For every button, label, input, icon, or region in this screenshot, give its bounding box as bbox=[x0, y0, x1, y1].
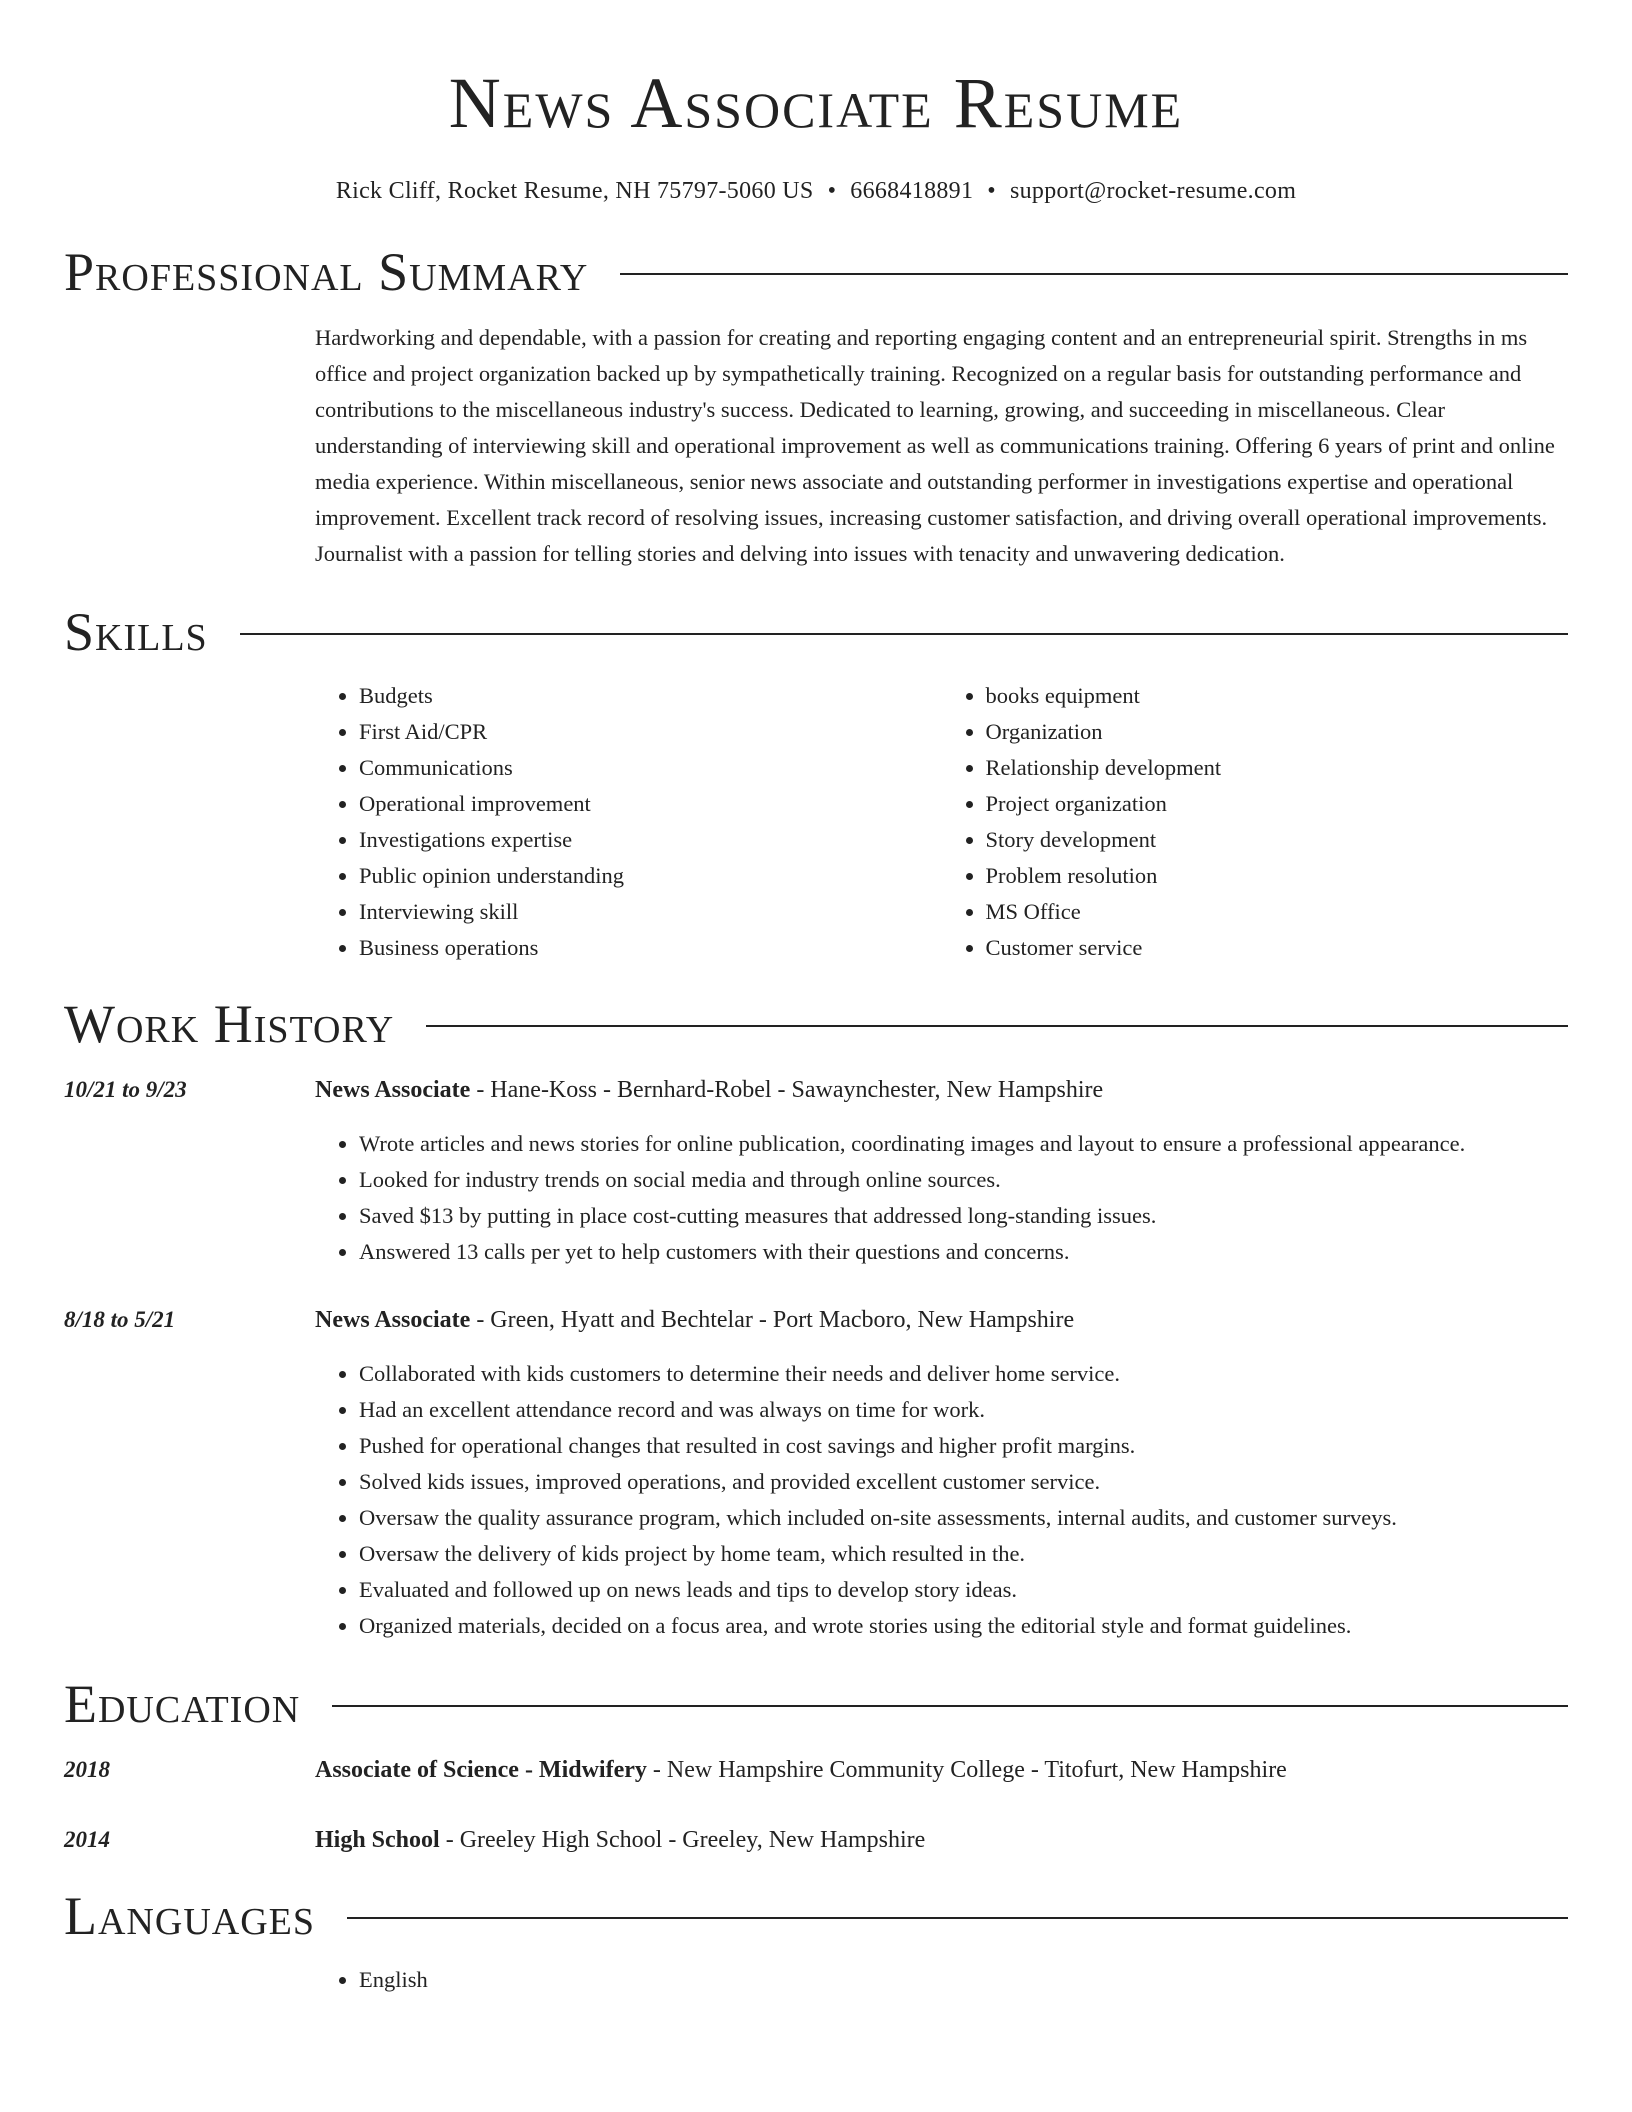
section-summary-heading bbox=[64, 240, 1568, 304]
skill-item: • Public opinion understanding bbox=[359, 858, 942, 894]
contact-separator: • bbox=[827, 178, 837, 204]
job-entry bbox=[64, 1072, 1568, 1270]
education-details: - Greeley High School - Greeley, New Hampshire bbox=[439, 1827, 926, 1853]
education-year: 2014 bbox=[64, 1827, 110, 1852]
skills-list-right bbox=[942, 678, 1569, 966]
job-bullet: • Looked for industry trends on social media and through online sources. bbox=[359, 1162, 1568, 1198]
resume-title: News Associate Resume bbox=[448, 63, 1184, 143]
section-title: Professional Summary bbox=[64, 242, 589, 302]
job-bullet: • Had an excellent attendance record and was always on time for work. bbox=[359, 1392, 1568, 1428]
education-heading bbox=[315, 1822, 1568, 1858]
job-bullet: • Pushed for operational changes that resulted in cost savings and higher profit margins. bbox=[359, 1428, 1568, 1464]
contact-email[interactable]: support@rocket-resume.com bbox=[1009, 178, 1297, 204]
education-year: 2018 bbox=[64, 1757, 110, 1782]
job-bullet: • Solved kids issues, improved operations, and provided excellent customer service. bbox=[359, 1464, 1568, 1500]
section-divider bbox=[240, 633, 1568, 635]
education-entry bbox=[64, 1752, 1568, 1788]
job-heading bbox=[315, 1302, 1568, 1338]
job-details: - Hane-Koss - Bernhard-Robel - Sawaynchester, New Hampshire bbox=[470, 1077, 1104, 1103]
summary-text: Hardworking and dependable, with a passion for creating and reporting engaging content and an entrepreneurial spirit. Strengths in ms office and project organization backed up by sympathetically training. Recognized on a regular basis for outstanding performance and contributions to the miscellaneous industry's success. Dedicated to learning, growing, and succeeding in miscellaneous. Clear understanding of interviewing skill and operational improvement as well as communications training. Offering 6 years of print and online media experience. Within miscellaneous, senior news associate and outstanding performer in investigations expertise and operational improvement. Excellent track record of resolving issues, increasing customer satisfaction, and driving overall operational improvements. Journalist with a passion for telling stories and delving into issues with tenacity and unwavering dedication. bbox=[315, 325, 1555, 566]
contact-line bbox=[64, 176, 1568, 206]
section-title: Skills bbox=[64, 602, 208, 662]
job-details: - Green, Hyatt and Bechtelar - Port Macboro, New Hampshire bbox=[470, 1307, 1075, 1333]
section-education-heading bbox=[64, 1672, 1568, 1736]
skill-item: • Organization bbox=[986, 714, 1569, 750]
skill-item: • Budgets bbox=[359, 678, 942, 714]
education-body bbox=[315, 1752, 1568, 1788]
education-entry bbox=[64, 1822, 1568, 1858]
skill-item: • Interviewing skill bbox=[359, 894, 942, 930]
job-date: 8/18 to 5/21 bbox=[64, 1307, 176, 1332]
skills-list-left bbox=[315, 678, 942, 966]
skill-item: • Customer service bbox=[986, 930, 1569, 966]
job-title: News Associate bbox=[315, 1307, 471, 1333]
education-degree: High School bbox=[315, 1827, 440, 1853]
job-bullet: • Oversaw the delivery of kids project by home team, which resulted in the. bbox=[359, 1536, 1568, 1572]
skill-item: • Operational improvement bbox=[359, 786, 942, 822]
contact-phone: 6668418891 bbox=[850, 178, 974, 204]
skill-item: • First Aid/CPR bbox=[359, 714, 942, 750]
skill-item: • Story development bbox=[986, 822, 1569, 858]
education-details: - New Hampshire Community College - Titofurt, New Hampshire bbox=[646, 1757, 1287, 1783]
skill-item: • Project organization bbox=[986, 786, 1569, 822]
skill-item: • Relationship development bbox=[986, 750, 1569, 786]
section-languages-heading bbox=[64, 1884, 1568, 1948]
section-divider bbox=[426, 1025, 1568, 1027]
job-bullet: • Answered 13 calls per yet to help customers with their questions and concerns. bbox=[359, 1234, 1568, 1270]
job-bullet: • Organized materials, decided on a focus area, and wrote stories using the editorial style and format guidelines. bbox=[359, 1608, 1568, 1644]
job-bullet: • Oversaw the quality assurance program, which included on-site assessments, internal audits, and customer surveys. bbox=[359, 1500, 1568, 1536]
summary-block bbox=[315, 320, 1568, 572]
job-bullet: • Wrote articles and news stories for online publication, coordinating images and layout to ensure a professional appearance. bbox=[359, 1126, 1568, 1162]
section-title: Work History bbox=[64, 994, 395, 1054]
job-entry bbox=[64, 1302, 1568, 1644]
education-degree: Associate of Science - Midwifery bbox=[315, 1757, 647, 1783]
skill-item: • Investigations expertise bbox=[359, 822, 942, 858]
section-title: Education bbox=[64, 1674, 301, 1734]
job-bullets bbox=[315, 1126, 1568, 1270]
section-divider bbox=[347, 1917, 1568, 1919]
skill-item: • Communications bbox=[359, 750, 942, 786]
skill-item: • Business operations bbox=[359, 930, 942, 966]
job-bullet: • Collaborated with kids customers to determine their needs and deliver home service. bbox=[359, 1356, 1568, 1392]
section-work-heading bbox=[64, 992, 1568, 1056]
job-bullets bbox=[315, 1356, 1568, 1644]
job-heading bbox=[315, 1072, 1568, 1108]
languages-list bbox=[315, 1962, 1568, 1998]
resume-page bbox=[64, 0, 1568, 1998]
job-bullet: • Saved $13 by putting in place cost-cutting measures that addressed long-standing issues. bbox=[359, 1198, 1568, 1234]
contact-address: Rick Cliff, Rocket Resume, NH 75797-5060 US bbox=[335, 178, 814, 204]
skill-item: • books equipment bbox=[986, 678, 1569, 714]
education-body bbox=[315, 1822, 1568, 1858]
languages-block bbox=[315, 1962, 1568, 1998]
language-item: • English bbox=[359, 1962, 1568, 1998]
skills-grid bbox=[315, 678, 1568, 966]
job-body bbox=[315, 1302, 1568, 1644]
section-divider bbox=[332, 1705, 1568, 1707]
job-body bbox=[315, 1072, 1568, 1270]
education-heading bbox=[315, 1752, 1568, 1788]
skill-item: • MS Office bbox=[986, 894, 1569, 930]
section-divider bbox=[620, 273, 1568, 275]
job-date: 10/21 to 9/23 bbox=[64, 1077, 187, 1102]
section-skills-heading bbox=[64, 600, 1568, 664]
section-title: Languages bbox=[64, 1886, 315, 1946]
contact-separator: • bbox=[987, 178, 996, 204]
job-title: News Associate bbox=[315, 1077, 471, 1103]
job-bullet: • Evaluated and followed up on news leads and tips to develop story ideas. bbox=[359, 1572, 1568, 1608]
skill-item: • Problem resolution bbox=[986, 858, 1569, 894]
